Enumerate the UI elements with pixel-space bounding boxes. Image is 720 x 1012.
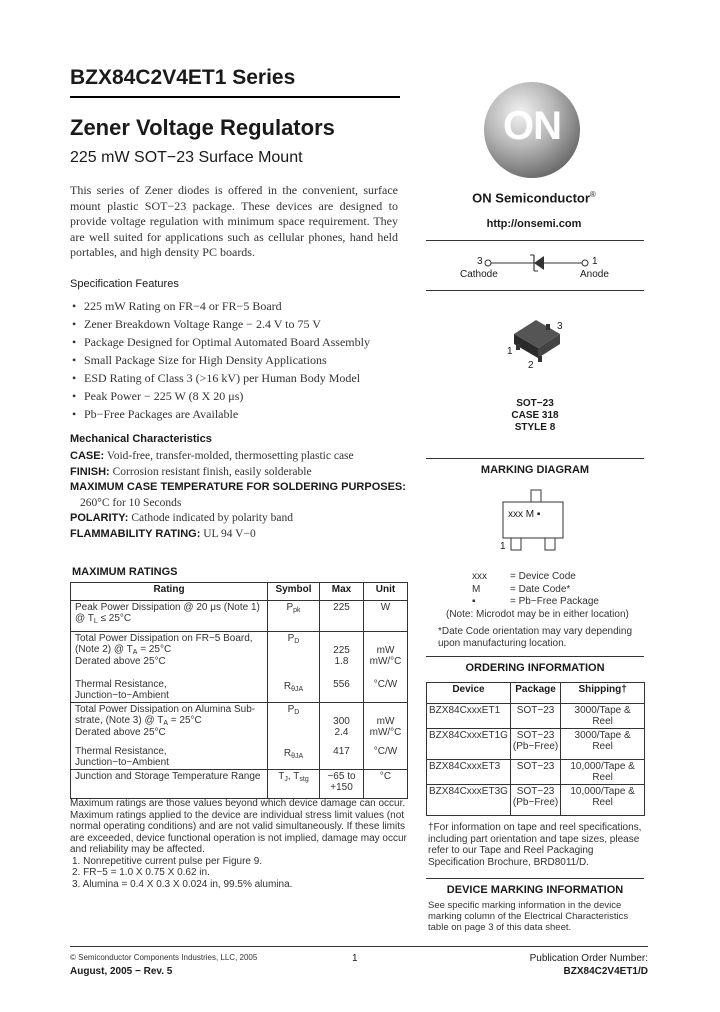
shipping-cell: 10,000/Tape & Reel bbox=[561, 760, 645, 785]
table-header-row bbox=[427, 683, 645, 704]
max-ratings-heading: MAXIMUM RATINGS bbox=[72, 566, 178, 578]
package-info: SOT−23 CASE 318 STYLE 8 bbox=[511, 398, 559, 433]
package-cell: SOT−23 (Pb−Free) bbox=[510, 729, 560, 760]
divider bbox=[426, 878, 644, 879]
marking-diagram bbox=[495, 488, 575, 554]
cathode-label: Cathode bbox=[460, 269, 498, 280]
table-row bbox=[71, 770, 408, 799]
note-3: 3. Alumina = 0.4 X 0.3 X 0.024 in, 99.5% alumina. bbox=[72, 878, 293, 890]
divider bbox=[426, 458, 644, 459]
package-pin-1: 1 bbox=[507, 346, 513, 357]
page-title: Zener Voltage Regulators bbox=[70, 115, 335, 140]
spec-features-heading: Specification Features bbox=[70, 278, 179, 290]
bullet-icon: • bbox=[72, 299, 77, 313]
marking-pin-1: 1 bbox=[500, 541, 506, 552]
marking-diagram-heading: MARKING DIAGRAM bbox=[480, 464, 590, 476]
logo-text: ON bbox=[503, 104, 561, 148]
temp-line: MAXIMUM CASE TEMPERATURE FOR SOLDERING PURPOSES: bbox=[70, 481, 406, 494]
symbol-cell: $P_{pk}$ bbox=[268, 601, 320, 632]
rating-cell: Total Power Dissipation on Alumina Sub- strate, (Note 3) @ $T_A = 25^\circ C$ Derated above 25°C Thermal Resistance, Junction−to−Ambient bbox=[71, 703, 268, 770]
bullet-icon: • bbox=[72, 371, 77, 385]
column-header: Shipping† bbox=[561, 683, 645, 704]
title-rule bbox=[70, 96, 400, 98]
legend-item: xxx = Device Code bbox=[472, 571, 576, 582]
table-row bbox=[427, 785, 645, 816]
polarity-line: POLARITY: Cathode indicated by polarity band bbox=[70, 512, 293, 525]
note-2: 2. FR−5 = 1.0 X 0.75 X 0.62 in. bbox=[72, 867, 210, 878]
company-url[interactable]: http://onsemi.com bbox=[486, 218, 582, 230]
footer-rule bbox=[70, 946, 648, 947]
max-cell: 225 bbox=[320, 601, 364, 632]
list-item: • Peak Power − 225 W (8 X 20 μs) bbox=[72, 389, 244, 403]
table-row bbox=[427, 729, 645, 760]
intro-paragraph: This series of Zener diodes is offered in the convenient, surface mount plastic SOT−23 package. These devices are designed to provide voltage regulation with minimum space requirement. They are well suited for applications such as cellular phones, hand held portables, and high density PC boards. bbox=[70, 183, 398, 259]
bullet-icon: • bbox=[72, 407, 77, 421]
table-row bbox=[427, 760, 645, 785]
legend-item: ▪ = Pb−Free Package bbox=[472, 596, 599, 607]
bullet-icon: • bbox=[72, 353, 77, 367]
table-row bbox=[71, 703, 408, 770]
package-pin-3: 3 bbox=[557, 321, 563, 332]
column-header: Symbol bbox=[268, 583, 320, 601]
bullet-icon: • bbox=[72, 317, 77, 331]
publication-number: BZX84C2V4ET1/D bbox=[563, 966, 648, 977]
notes-paragraph: Maximum ratings are those values beyond which device damage can occur. Maximum ratings applied to the device are individual stress limit values (not normal operating conditions) and are not valid simultaneously. If these limits are exceeded, device functional operation is not implied, damage may occur and reliability may be affected. bbox=[70, 798, 407, 855]
series-title: BZX84C2V4ET1 Series bbox=[70, 66, 296, 89]
bullet-icon: • bbox=[72, 389, 77, 403]
shipping-cell: 10,000/Tape & Reel bbox=[561, 785, 645, 816]
publication-label: Publication Order Number: bbox=[529, 953, 648, 964]
max-ratings-table bbox=[70, 582, 408, 799]
marking-code: xxx M ▪ bbox=[508, 509, 541, 520]
temp-value: 260°C for 10 Seconds bbox=[80, 496, 182, 509]
divider bbox=[426, 240, 644, 241]
rating-cell: Peak Power Dissipation @ 20 μs (Note 1) @ $T_L \le 25^\circ C$ bbox=[71, 601, 268, 632]
case-line: CASE: Void-free, transfer-molded, thermosetting plastic case bbox=[70, 450, 354, 462]
rating-cell: Total Power Dissipation on FR−5 Board, (Note 2) @ $T_A = 25^\circ C$ Derated above 25°C Thermal Resistance, Junction−to−Ambient bbox=[71, 632, 268, 703]
device-marking-text: See specific marking information in the device marking column of the Electrical Characteristics table on page 3 of this data sheet. bbox=[428, 900, 629, 933]
package-pin-2: 2 bbox=[528, 360, 534, 371]
bullet-icon: • bbox=[72, 335, 77, 349]
max-cell: 300 2.4 417 bbox=[320, 703, 364, 770]
list-item: • Package Designed for Optimal Automated Board Assembly bbox=[72, 335, 370, 349]
finish-line: FINISH: Corrosion resistant finish, easily solderable bbox=[70, 465, 312, 478]
table-row bbox=[427, 704, 645, 729]
anode-pin-number: 1 bbox=[592, 256, 598, 267]
unit-cell: mW mW/°C °C/W bbox=[364, 703, 408, 770]
marking-legend bbox=[446, 571, 629, 621]
shipping-cell: 3000/Tape & Reel bbox=[561, 729, 645, 760]
revision-date: August, 2005 − Rev. 5 bbox=[70, 966, 173, 977]
mechanical-characteristics bbox=[70, 449, 406, 543]
symbol-cell: $T_J$, $T_{stg}$ bbox=[268, 770, 320, 799]
max-cell: 225 1.8 556 bbox=[320, 632, 364, 703]
page-subtitle: 225 mW SOT−23 Surface Mount bbox=[70, 149, 303, 166]
page-number: 1 bbox=[352, 953, 358, 964]
cathode-pin-number: 3 bbox=[477, 256, 483, 267]
legend-item: M = Date Code* bbox=[472, 583, 571, 595]
device-cell: BZX84CxxxET1 bbox=[427, 704, 511, 729]
list-item: • Zener Breakdown Voltage Range − 2.4 V to 75 V bbox=[72, 317, 321, 331]
list-item: • ESD Rating of Class 3 (>16 kV) per Human Body Model bbox=[72, 371, 361, 385]
mechanical-heading: Mechanical Characteristics bbox=[70, 433, 212, 445]
table-row bbox=[71, 632, 408, 703]
divider bbox=[426, 656, 644, 657]
ordering-info-heading: ORDERING INFORMATION bbox=[465, 662, 605, 674]
sot23-package-icon bbox=[500, 312, 580, 374]
unit-cell: W bbox=[364, 601, 408, 632]
symbol-cell: $P_D$ $R_{\theta JA}$ bbox=[268, 703, 320, 770]
package-cell: SOT−23 bbox=[510, 760, 560, 785]
spec-features-list bbox=[72, 297, 370, 423]
column-header: Package bbox=[510, 683, 560, 704]
list-item: • 225 mW Rating on FR−4 or FR−5 Board bbox=[72, 299, 282, 313]
column-header: Rating bbox=[71, 583, 268, 601]
max-cell: −65 to +150 bbox=[320, 770, 364, 799]
device-marking-heading: DEVICE MARKING INFORMATION bbox=[446, 884, 624, 896]
table-row bbox=[71, 601, 408, 632]
device-cell: BZX84CxxxET3G bbox=[427, 785, 511, 816]
list-item: • Pb−Free Packages are Available bbox=[72, 407, 239, 421]
copyright: © Semiconductor Components Industries, LLC, 2005 bbox=[70, 953, 258, 962]
column-header: Unit bbox=[364, 583, 408, 601]
device-cell: BZX84CxxxET3 bbox=[427, 760, 511, 785]
flammability-line: FLAMMABILITY RATING: UL 94 V−0 bbox=[70, 527, 256, 540]
ordering-table bbox=[426, 682, 645, 816]
symbol-cell: $P_D$ $R_{\theta JA}$ bbox=[268, 632, 320, 703]
tape-reel-footnote: †For information on tape and reel specifications, including part orientation and tape sizes, please refer to our Tape and Reel Packaging Specification Brochure, BRD8011/D. bbox=[428, 822, 642, 868]
anode-label: Anode bbox=[580, 269, 609, 280]
note-1: 1. Nonrepetitive current pulse per Figure 9. bbox=[72, 855, 263, 867]
table-header-row bbox=[71, 583, 408, 601]
ratings-notes bbox=[70, 798, 408, 890]
date-code-note: *Date Code orientation may vary depending upon manufacturing location. bbox=[438, 626, 633, 649]
shipping-cell: 3000/Tape & Reel bbox=[561, 704, 645, 729]
company-name: ON Semiconductor® bbox=[472, 190, 596, 206]
column-header: Max bbox=[320, 583, 364, 601]
device-cell: BZX84CxxxET1G bbox=[427, 729, 511, 760]
unit-cell: °C bbox=[364, 770, 408, 799]
rating-cell: Junction and Storage Temperature Range bbox=[71, 770, 268, 799]
microdot-note: (Note: Microdot may be in either location) bbox=[446, 608, 629, 620]
list-item: • Small Package Size for High Density Applications bbox=[72, 353, 327, 367]
unit-cell: mW mW/°C °C/W bbox=[364, 632, 408, 703]
column-header: Device bbox=[427, 683, 511, 704]
package-cell: SOT−23 (Pb−Free) bbox=[510, 785, 560, 816]
divider bbox=[426, 290, 644, 291]
package-cell: SOT−23 bbox=[510, 704, 560, 729]
